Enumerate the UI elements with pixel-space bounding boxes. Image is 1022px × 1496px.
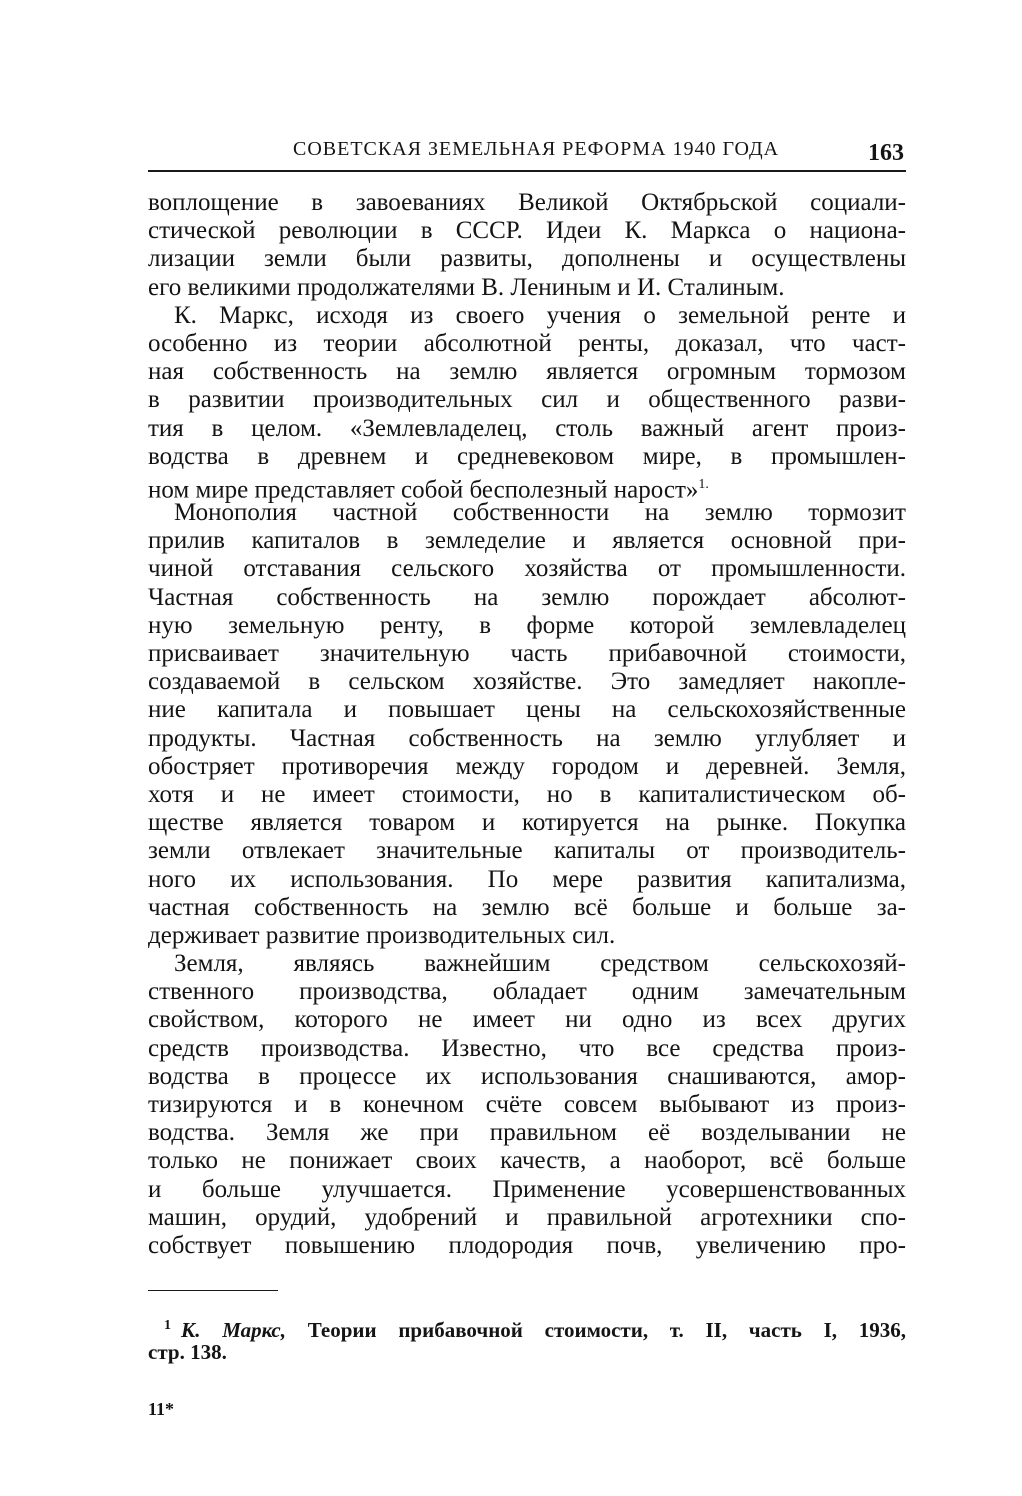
footnote-text: Теории прибавочной стоимости, т. II, часть I, 1936,: [307, 1318, 906, 1343]
footnote-marker: 1: [164, 1318, 171, 1334]
text-line: обостряет противоречия между городом и деревней. Земля,: [148, 752, 906, 780]
text-line: свойством, которого не имеет ни одно из всех других: [148, 1006, 906, 1034]
text-line: Частная собственность на землю порождает абсолют-: [148, 583, 906, 611]
footnote-continuation: стр. 138.: [148, 1340, 227, 1365]
text-line: частная собственность на землю всё больше и больше за-: [148, 893, 906, 921]
footnote-author: К. Маркс,: [181, 1318, 286, 1343]
text-line: ственного производства, обладает одним замечательным: [148, 978, 906, 1006]
text-line: водства. Земля же при правильном её возделывании не: [148, 1119, 906, 1147]
text-line: продукты. Частная собственность на землю углубляет и: [148, 724, 906, 752]
text-line: держивает развитие производительных сил.: [148, 921, 616, 949]
text-line: ществе является товаром и котируется на рынке. Покупка: [148, 809, 906, 837]
text-line: прилив капиталов в земледелие и является основной при-: [148, 527, 906, 555]
text-line: земли отвлекает значительные капиталы от производитель-: [148, 837, 906, 865]
text-line: К. Маркс, исходя из своего учения о земельной ренте и: [174, 301, 906, 329]
text-line: и больше улучшается. Применение усовершенствованных: [148, 1175, 906, 1203]
text-line: Монополия частной собственности на землю тормозит: [174, 499, 906, 527]
text-line: его великими продолжателями В. Лениным и И. Сталиным.: [148, 273, 785, 301]
text-line: в развитии производительных сил и общественного разви-: [148, 386, 906, 414]
text-line: машин, орудий, удобрений и правильной агротехники спо-: [148, 1203, 906, 1231]
text-line: только не понижает своих качеств, а наоборот, всё больше: [148, 1147, 906, 1175]
text-line: ние капитала и повышает цены на сельскохозяйственные: [148, 696, 906, 724]
text-line: ная собственность на землю является огромным тормозом: [148, 358, 906, 386]
text-line: тизируются и в конечном счёте совсем выбывают из произ-: [148, 1091, 906, 1118]
printer-signature: 11*: [148, 1399, 175, 1420]
text-line: особенно из теории абсолютной ренты, доказал, что част-: [148, 329, 906, 357]
text-line: собствует повышению плодородия почв, увеличению про-: [148, 1231, 906, 1259]
footnote-divider: [148, 1290, 278, 1291]
text-line: чиной отставания сельского хозяйства от промышленности.: [148, 555, 906, 583]
book-page: [148, 130, 906, 1420]
text-line: хотя и не имеет стоимости, но в капиталистическом об-: [148, 780, 906, 808]
text-line: присваивает значительную часть прибавочной стоимости,: [148, 640, 906, 667]
text-line: создаваемой в сельском хозяйстве. Это замедляет накопле-: [148, 668, 906, 696]
body-text: [148, 189, 906, 1260]
running-header: [148, 130, 906, 172]
text-line: воплощение в завоеваниях Великой Октябрьской социали-: [148, 189, 906, 216]
text-line: лизации земли были развиты, дополнены и осуществлены: [148, 245, 906, 273]
text-line: тия в целом. «Землевладелец, столь важный агент произ-: [148, 414, 906, 442]
text-line: ного их использования. По мере развития капитализма,: [148, 865, 906, 893]
text-line: стической революции в СССР. Идеи К. Маркса о национа-: [148, 217, 906, 245]
text-line: Земля, являясь важнейшим средством сельскохозяй-: [174, 950, 906, 978]
text-line: средств производства. Известно, что все средства произ-: [148, 1034, 906, 1062]
text-line: водства в процессе их использования снашиваются, амор-: [148, 1062, 906, 1090]
text-line: ную земельную ренту, в форме которой землевладелец: [148, 611, 906, 639]
text-line-with-footnote: [148, 471, 906, 504]
text-line: водства в древнем и средневековом мире, в промышлен-: [148, 442, 906, 470]
footnote-reference: 1.: [698, 476, 709, 492]
footnote-line: [148, 1313, 906, 1343]
text-fragment: ном мире представляет собой бесполезный нарост»: [148, 476, 699, 504]
footnotes: [148, 1313, 906, 1365]
running-title: СОВЕТСКАЯ ЗЕМЕЛЬНАЯ РЕФОРМА 1940 ГОДА: [293, 138, 780, 160]
page-number: 163: [868, 140, 904, 166]
